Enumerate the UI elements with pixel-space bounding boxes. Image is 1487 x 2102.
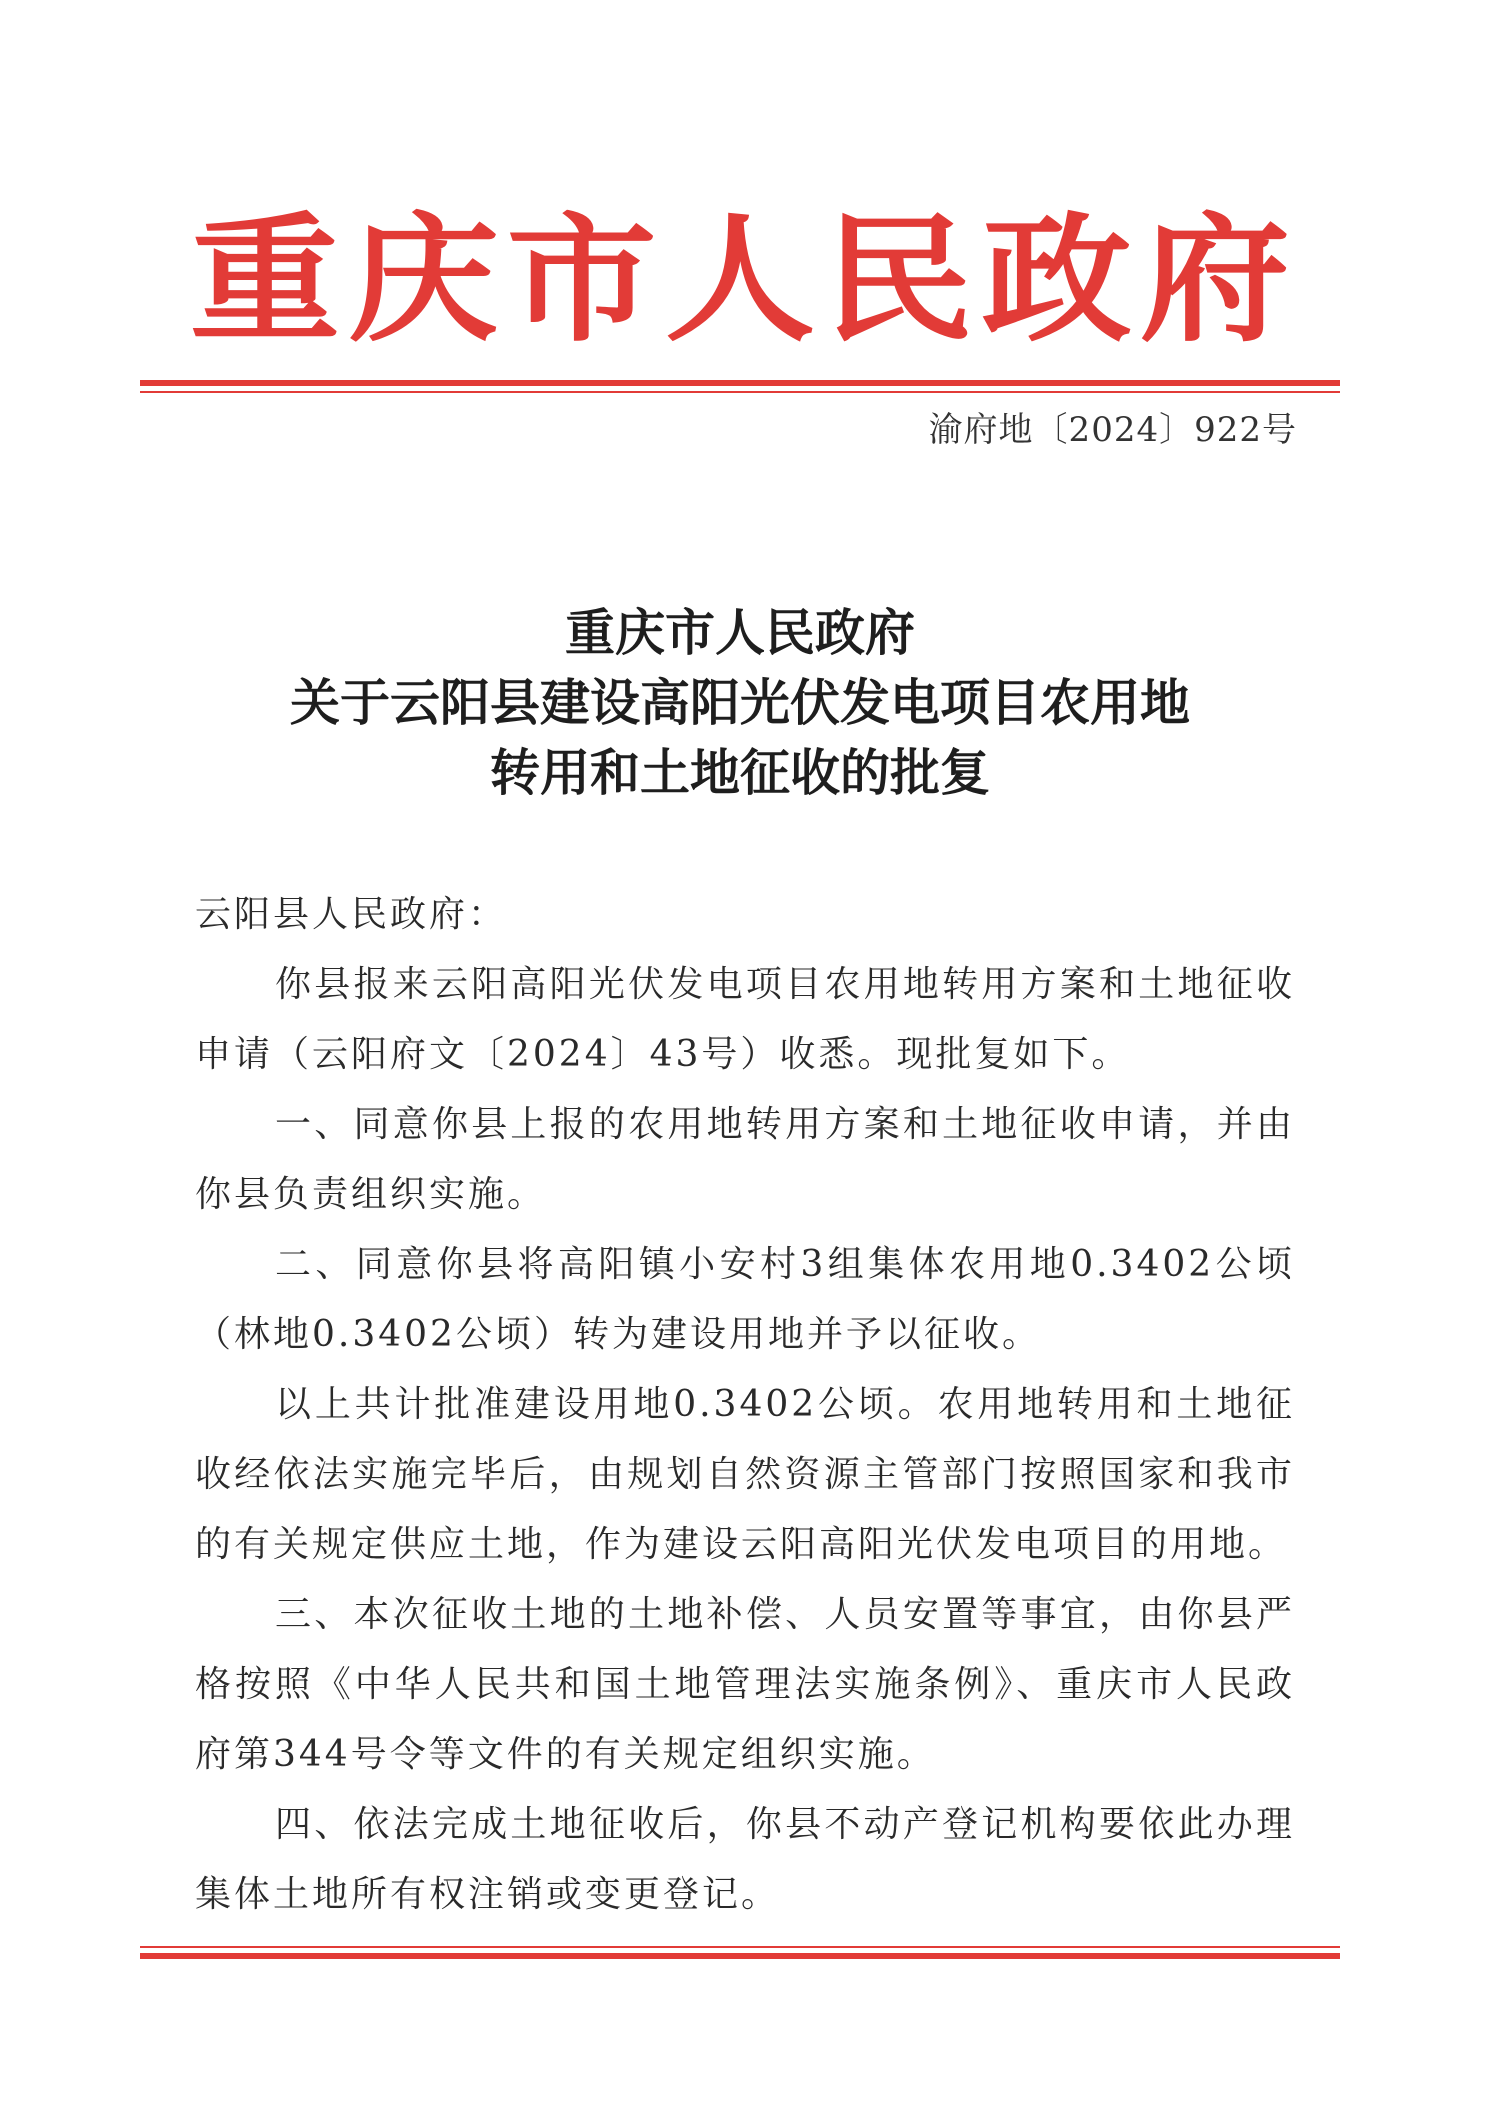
footer-divider-thin bbox=[140, 1946, 1340, 1948]
paragraph: 四、依法完成土地征收后，你县不动产登记机构要依此办理集体土地所有权注销或变更登记。 bbox=[195, 1804, 1295, 1915]
paragraph: 以上共计批准建设用地0.3402公顷。农用地转用和土地征收经依法实施完毕后，由规划自然资源主管部门按照国家和我市的有关规定供应土地，作为建设云阳高阳光伏发电项目的用地。 bbox=[195, 1384, 1295, 1565]
addressee: 云阳县人民政府： bbox=[195, 894, 508, 935]
paragraph: 你县报来云阳高阳光伏发电项目农用地转用方案和土地征收申请（云阳府文〔2024〕43号）收悉。现批复如下。 bbox=[195, 964, 1295, 1075]
masthead-char: 民 bbox=[823, 199, 974, 361]
masthead-char: 庆 bbox=[348, 199, 499, 361]
document-number: 渝府地〔2024〕922号 bbox=[928, 410, 1297, 450]
title-line-1: 重庆市人民政府 bbox=[565, 603, 915, 662]
header-divider-thin bbox=[140, 391, 1340, 393]
masthead-char: 政 bbox=[981, 199, 1132, 361]
title-line-3: 转用和土地征收的批复 bbox=[490, 743, 990, 802]
document-title bbox=[190, 598, 1290, 808]
title-line-2: 关于云阳县建设高阳光伏发电项目农用地 bbox=[290, 673, 1190, 732]
header-divider-thick bbox=[140, 380, 1340, 386]
footer-divider-thick bbox=[140, 1953, 1340, 1959]
masthead-char: 市 bbox=[506, 199, 657, 361]
masthead-title bbox=[190, 199, 1290, 361]
paragraph: 二、同意你县将高阳镇小安村3组集体农用地0.3402公顷（林地0.3402公顷）转为建设用地并予以征收。 bbox=[195, 1244, 1295, 1355]
paragraph: 一、同意你县上报的农用地转用方案和土地征收申请，并由你县负责组织实施。 bbox=[195, 1104, 1295, 1215]
masthead-char: 府 bbox=[1139, 199, 1290, 361]
masthead-char: 人 bbox=[664, 199, 815, 361]
paragraph: 三、本次征收土地的土地补偿、人员安置等事宜，由你县严格按照《中华人民共和国土地管理法实施条例》、重庆市人民政府第344号令等文件的有关规定组织实施。 bbox=[195, 1594, 1295, 1775]
document-body bbox=[195, 880, 1295, 1930]
masthead-char: 重 bbox=[190, 199, 341, 361]
